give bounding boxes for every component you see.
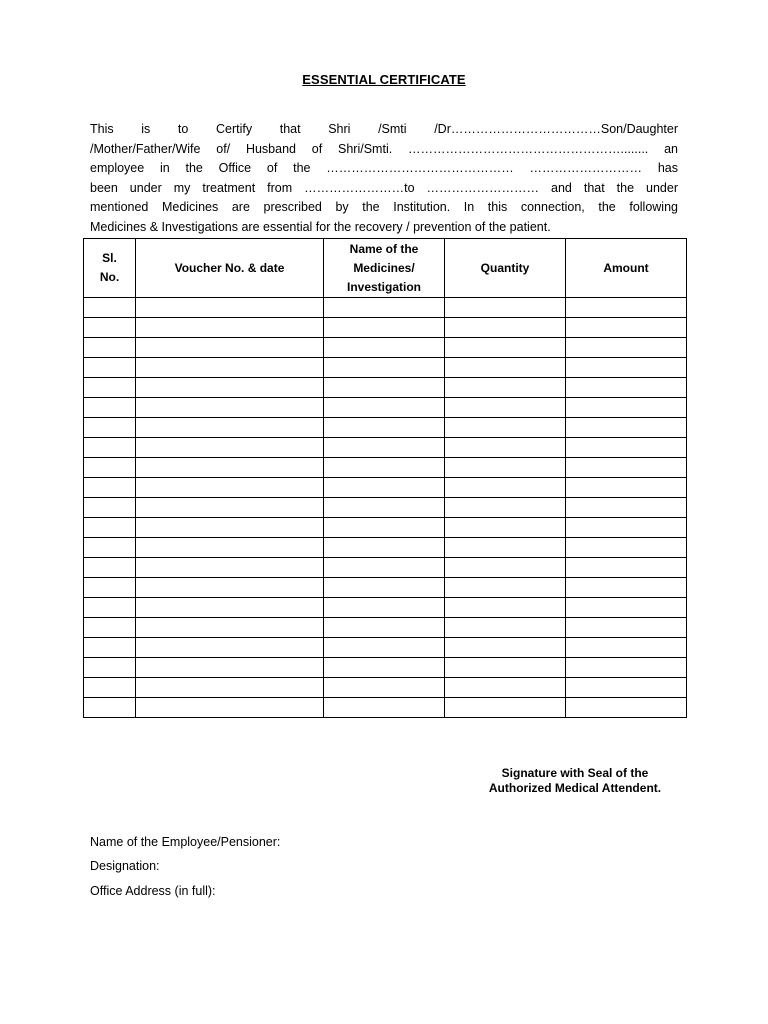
- table-cell[interactable]: [566, 498, 687, 518]
- header-line: No.: [99, 270, 120, 284]
- table-cell[interactable]: [324, 418, 445, 438]
- table-cell[interactable]: [84, 498, 136, 518]
- header-line: Medicines/: [353, 260, 415, 275]
- table-cell[interactable]: [324, 378, 445, 398]
- table-cell[interactable]: [84, 418, 136, 438]
- table-cell[interactable]: [324, 458, 445, 478]
- table-cell[interactable]: [445, 358, 566, 378]
- table-cell[interactable]: [136, 418, 324, 438]
- table-row: [84, 438, 687, 458]
- table-cell[interactable]: [136, 398, 324, 418]
- table-cell[interactable]: [136, 538, 324, 558]
- column-header-amount: Amount: [566, 239, 687, 298]
- table-cell[interactable]: [445, 658, 566, 678]
- table-cell[interactable]: [136, 618, 324, 638]
- table-cell[interactable]: [324, 438, 445, 458]
- table-row: [84, 698, 687, 718]
- table-cell[interactable]: [136, 518, 324, 538]
- table-cell[interactable]: [445, 678, 566, 698]
- signature-line: Signature with Seal of the: [501, 766, 649, 780]
- table-cell[interactable]: [566, 458, 687, 478]
- table-row: [84, 358, 687, 378]
- signature-line: Authorized Medical Attendent.: [488, 781, 662, 795]
- table-row: [84, 518, 687, 538]
- table-cell[interactable]: [324, 518, 445, 538]
- table-cell[interactable]: [136, 558, 324, 578]
- table-cell[interactable]: [84, 578, 136, 598]
- medicines-table: [83, 238, 687, 718]
- table-cell[interactable]: [324, 558, 445, 578]
- table-row: [84, 558, 687, 578]
- table-cell[interactable]: [566, 478, 687, 498]
- table-cell[interactable]: [445, 598, 566, 618]
- table-cell[interactable]: [136, 498, 324, 518]
- table-cell[interactable]: [445, 338, 566, 358]
- header-line: Investigation: [346, 279, 421, 294]
- table-cell[interactable]: [324, 298, 445, 318]
- table-cell[interactable]: [566, 618, 687, 638]
- table-row: [84, 678, 687, 698]
- table-cell[interactable]: [445, 638, 566, 658]
- column-header-quantity: Quantity: [445, 239, 566, 298]
- table-cell[interactable]: [566, 318, 687, 338]
- table-cell[interactable]: [566, 358, 687, 378]
- table-cell[interactable]: [84, 518, 136, 538]
- table-cell[interactable]: [566, 638, 687, 658]
- table-cell[interactable]: [136, 358, 324, 378]
- table-cell[interactable]: [84, 338, 136, 358]
- table-cell[interactable]: [84, 558, 136, 578]
- table-cell[interactable]: [566, 298, 687, 318]
- table-cell[interactable]: [324, 318, 445, 338]
- table-cell[interactable]: [445, 618, 566, 638]
- table-cell[interactable]: [445, 458, 566, 478]
- table-cell[interactable]: [324, 398, 445, 418]
- table-cell[interactable]: [84, 378, 136, 398]
- table-cell[interactable]: [324, 598, 445, 618]
- table-row: [84, 418, 687, 438]
- table-cell[interactable]: [84, 638, 136, 658]
- header-line: Name of the: [349, 241, 419, 256]
- table-cell[interactable]: [445, 538, 566, 558]
- table-row: [84, 458, 687, 478]
- table-cell[interactable]: [84, 318, 136, 338]
- table-header-row: [84, 239, 687, 298]
- paragraph-line: employee in the Office of the ……………………………………… ……………………… has: [90, 161, 678, 175]
- table-cell[interactable]: [445, 318, 566, 338]
- table-cell[interactable]: [136, 458, 324, 478]
- table-row: [84, 618, 687, 638]
- table-cell[interactable]: [566, 398, 687, 418]
- table-cell[interactable]: [445, 578, 566, 598]
- table-row: [84, 398, 687, 418]
- table-cell[interactable]: [566, 558, 687, 578]
- table-cell[interactable]: [136, 378, 324, 398]
- table-cell[interactable]: [84, 478, 136, 498]
- table-cell[interactable]: [324, 698, 445, 718]
- table-cell[interactable]: [324, 498, 445, 518]
- table-cell[interactable]: [566, 418, 687, 438]
- table-cell[interactable]: [324, 578, 445, 598]
- column-header-medicines: [324, 239, 445, 298]
- table-row: [84, 478, 687, 498]
- table-cell[interactable]: [136, 678, 324, 698]
- table-cell[interactable]: [136, 598, 324, 618]
- table-cell[interactable]: [566, 678, 687, 698]
- office-address-label: Office Address (in full):: [90, 884, 216, 898]
- table-row: [84, 658, 687, 678]
- designation-label: Designation:: [90, 859, 160, 873]
- table-cell[interactable]: [566, 578, 687, 598]
- table-cell[interactable]: [324, 678, 445, 698]
- table-cell[interactable]: [324, 618, 445, 638]
- table-row: [84, 638, 687, 658]
- table-cell[interactable]: [566, 438, 687, 458]
- table-cell[interactable]: [324, 638, 445, 658]
- signature-block: [460, 766, 690, 796]
- table-cell[interactable]: [445, 398, 566, 418]
- header-line: Sl.: [102, 251, 117, 265]
- table-row: [84, 338, 687, 358]
- table-row: [84, 538, 687, 558]
- table-cell[interactable]: [445, 698, 566, 718]
- table-cell[interactable]: [84, 538, 136, 558]
- column-header-sl-no: [84, 239, 136, 298]
- table-cell[interactable]: [445, 298, 566, 318]
- table-cell[interactable]: [136, 658, 324, 678]
- table-cell[interactable]: [324, 658, 445, 678]
- table-cell[interactable]: [84, 678, 136, 698]
- column-header-voucher: Voucher No. & date: [136, 239, 324, 298]
- table-cell[interactable]: [136, 478, 324, 498]
- table-row: [84, 498, 687, 518]
- paragraph-line: /Mother/Father/Wife of/ Husband of Shri/Smti. ……………………………………………........ an: [90, 141, 678, 156]
- table-cell[interactable]: [324, 538, 445, 558]
- table-cell[interactable]: [136, 698, 324, 718]
- table-cell[interactable]: [445, 498, 566, 518]
- paragraph-line: This is to Certify that Shri /Smti /Dr………………………………Son/Daughter: [90, 122, 678, 136]
- table-cell[interactable]: [136, 338, 324, 358]
- table-cell[interactable]: [84, 298, 136, 318]
- table-cell[interactable]: [84, 598, 136, 618]
- table-cell[interactable]: [324, 338, 445, 358]
- paragraph-line: mentioned Medicines are prescribed by the Institution. In this connection, the following: [90, 200, 678, 214]
- table-cell[interactable]: [566, 698, 687, 718]
- table-cell[interactable]: [84, 698, 136, 718]
- table-cell[interactable]: [136, 438, 324, 458]
- employee-name-label: Name of the Employee/Pensioner:: [90, 835, 281, 849]
- table-cell[interactable]: [84, 398, 136, 418]
- table-cell[interactable]: [136, 318, 324, 338]
- table-cell[interactable]: [566, 658, 687, 678]
- table-row: [84, 378, 687, 398]
- table-row: [84, 598, 687, 618]
- table-row: [84, 578, 687, 598]
- table-cell[interactable]: [445, 558, 566, 578]
- table-cell[interactable]: [84, 458, 136, 478]
- table-cell[interactable]: [445, 378, 566, 398]
- table-body: [84, 298, 687, 718]
- table-row: [84, 298, 687, 318]
- paragraph-line: been under my treatment from ……………………to ……………………… and that the under: [90, 180, 678, 195]
- table-cell[interactable]: [566, 538, 687, 558]
- table-cell[interactable]: [136, 298, 324, 318]
- table-cell[interactable]: [566, 338, 687, 358]
- certificate-paragraph: [90, 120, 678, 237]
- table-cell[interactable]: [445, 438, 566, 458]
- table-cell[interactable]: [566, 598, 687, 618]
- table-cell[interactable]: [136, 638, 324, 658]
- table-cell[interactable]: [566, 378, 687, 398]
- table-cell[interactable]: [324, 358, 445, 378]
- document-title: ESSENTIAL CERTIFICATE: [302, 72, 466, 87]
- table-cell[interactable]: [136, 578, 324, 598]
- table-cell[interactable]: [84, 618, 136, 638]
- table-cell[interactable]: [445, 518, 566, 538]
- table-cell[interactable]: [84, 658, 136, 678]
- table-row: [84, 318, 687, 338]
- paragraph-line: Medicines & Investigations are essential for the recovery / prevention of the patient.: [90, 219, 551, 234]
- table-cell[interactable]: [84, 438, 136, 458]
- table-cell[interactable]: [445, 418, 566, 438]
- table-cell[interactable]: [84, 358, 136, 378]
- table-cell[interactable]: [324, 478, 445, 498]
- table-cell[interactable]: [566, 518, 687, 538]
- table-cell[interactable]: [445, 478, 566, 498]
